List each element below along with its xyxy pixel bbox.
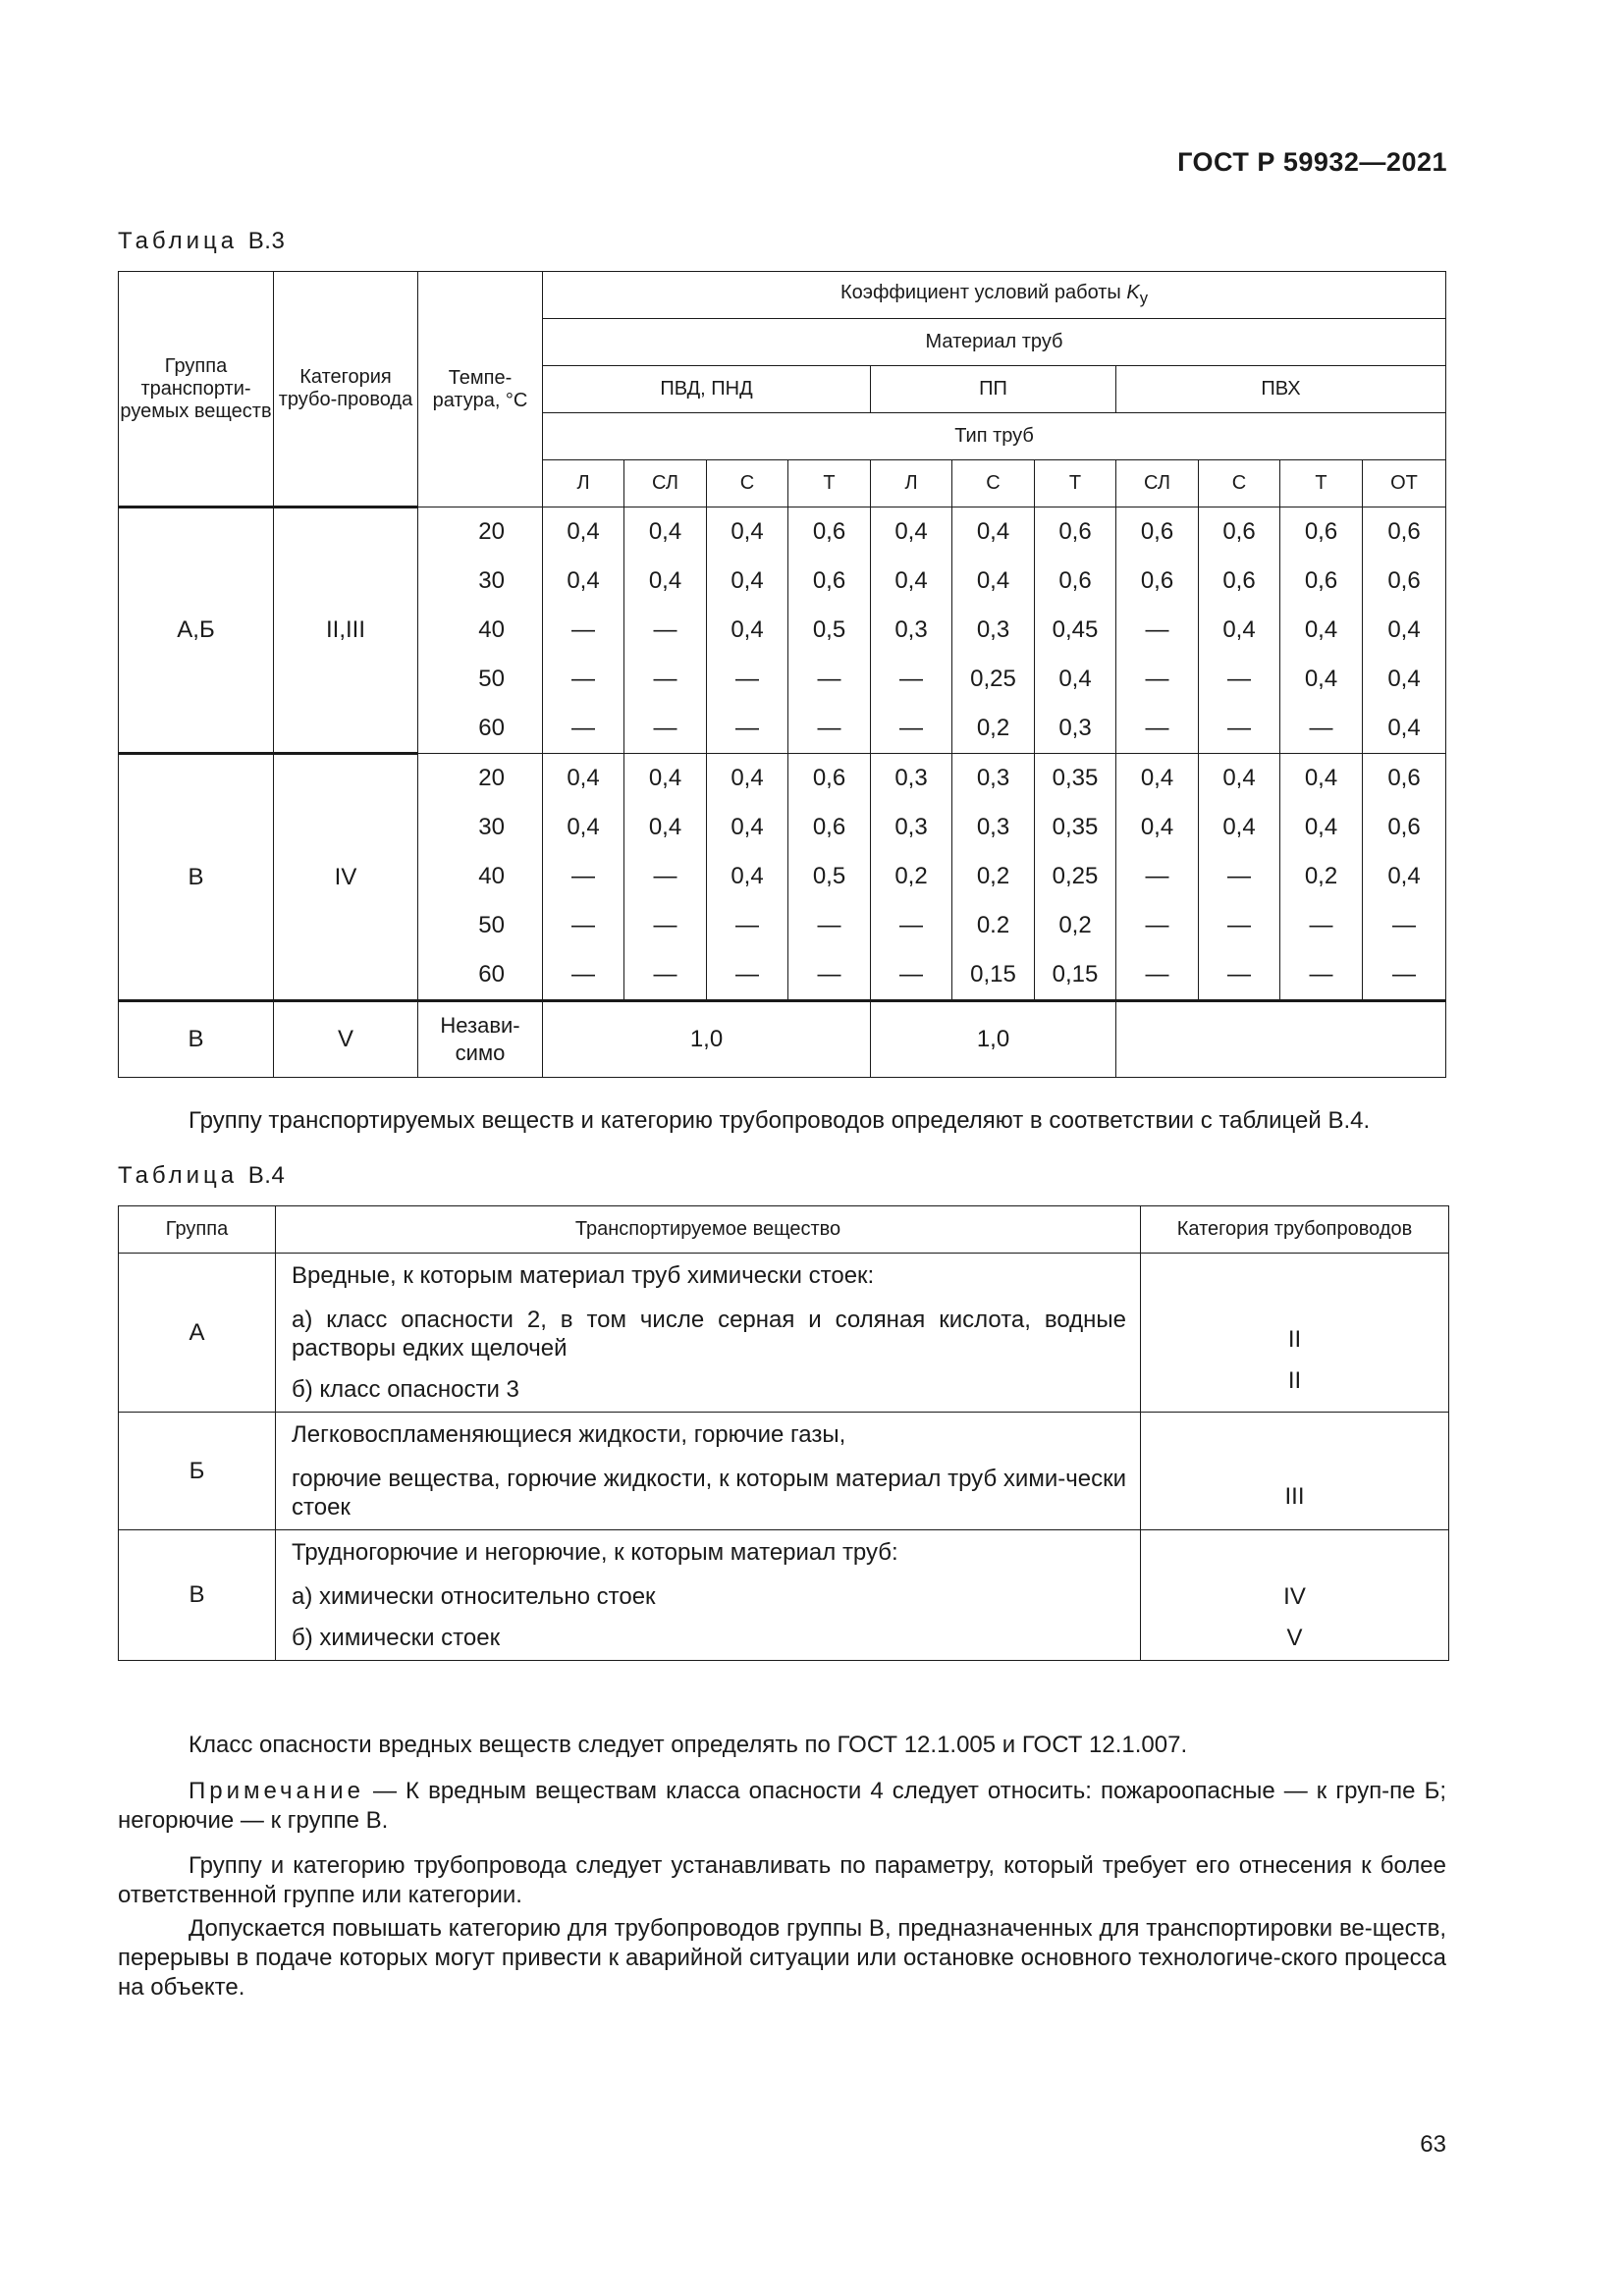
b3-value-cell: — xyxy=(543,901,624,950)
b3-value-cell: — xyxy=(1116,606,1199,655)
b3-value-cell: — xyxy=(1280,950,1363,1001)
b3-value-cell: 0,2 xyxy=(871,852,952,901)
b3-value-cell: — xyxy=(707,655,788,704)
b4-group-cell: А xyxy=(119,1254,276,1413)
b3-value-cell: 0,5 xyxy=(788,852,871,901)
b4-substance-line: б) химически стоек xyxy=(292,1625,501,1651)
b3-last-row xyxy=(119,1001,1446,1078)
b4-body xyxy=(119,1254,1449,1661)
b3-value-cell: — xyxy=(624,950,707,1001)
b3-value-cell: — xyxy=(871,704,952,754)
b3-value-cell: — xyxy=(543,704,624,754)
b3-value-cell: 0,4 xyxy=(871,557,952,606)
b3-value-cell: — xyxy=(624,704,707,754)
b3-body xyxy=(119,507,1446,1001)
b3-value-cell: 0,3 xyxy=(871,803,952,852)
b3-material-pvh: ПВХ xyxy=(1116,366,1446,413)
b3-value-cell: 0,35 xyxy=(1035,754,1116,804)
b3-value-cell: 0,4 xyxy=(1363,606,1446,655)
para-hazard-class: Класс опасности вредных веществ следует определять по ГОСТ 12.1.005 и ГОСТ 12.1.007. xyxy=(189,1732,1188,1758)
b3-value-cell: — xyxy=(871,950,952,1001)
b3-temperature-cell: 30 xyxy=(418,803,543,852)
b3-value-cell: 0,25 xyxy=(1035,852,1116,901)
b3-value-cell: — xyxy=(1280,901,1363,950)
b3-value-cell: 0,6 xyxy=(1035,507,1116,558)
b4-substance-cell xyxy=(276,1413,1141,1530)
b3-temperature-cell: 50 xyxy=(418,901,543,950)
table-b3-caption xyxy=(118,228,285,255)
b4-head-category: Категория трубопроводов xyxy=(1141,1206,1449,1254)
b3-value-cell: — xyxy=(1116,901,1199,950)
b3-value-cell: 0,2 xyxy=(1280,852,1363,901)
b3-last-group: В xyxy=(119,1001,274,1078)
b3-category-cell: II,III xyxy=(274,507,418,754)
b4-category-value: II xyxy=(1287,1367,1302,1394)
b3-value-cell: 0,4 xyxy=(1280,803,1363,852)
b3-value-cell: 0,4 xyxy=(1199,754,1280,804)
b3-group-cell: А,Б xyxy=(119,507,274,754)
b3-value-cell: 0,2 xyxy=(952,704,1035,754)
b3-value-cell: 0,4 xyxy=(624,507,707,558)
b3-value-cell: — xyxy=(543,606,624,655)
b3-temperature-cell: 50 xyxy=(418,655,543,704)
b4-substance-line: б) класс опасности 3 xyxy=(292,1376,519,1403)
b3-value-cell: 0,6 xyxy=(1363,754,1446,804)
b3-value-cell: 0,4 xyxy=(707,852,788,901)
b4-head-group: Группа xyxy=(119,1206,276,1254)
b3-value-cell: — xyxy=(788,901,871,950)
b3-temperature-cell: 40 xyxy=(418,852,543,901)
b3-value-cell: 0,3 xyxy=(952,606,1035,655)
para-after-b3: Группу транспортируемых веществ и категорию трубопроводов определяют в соответствии с таблицей В.4. xyxy=(189,1107,1371,1134)
b3-value-cell: 0,6 xyxy=(1199,557,1280,606)
note-paragraph xyxy=(118,1777,1446,1836)
b3-value-cell: 0,4 xyxy=(707,557,788,606)
b3-head-coefficient xyxy=(543,272,1446,319)
b3-temperature-cell: 20 xyxy=(418,507,543,558)
b3-value-cell: 0,4 xyxy=(952,507,1035,558)
b4-category-cell xyxy=(1141,1254,1449,1413)
b3-value-cell: 0,3 xyxy=(1035,704,1116,754)
b3-type-cell: С xyxy=(952,460,1035,507)
b3-value-cell: — xyxy=(1199,704,1280,754)
note-text: — К вредным веществам класса опасности 4 следует относить: пожароопасные — к груп-пе Б; негорючие — к группе В. xyxy=(118,1778,1446,1834)
b4-group-cell: В xyxy=(119,1530,276,1661)
b3-type-cell: СЛ xyxy=(1116,460,1199,507)
b4-category-value xyxy=(1141,1420,1448,1452)
b4-group-cell: Б xyxy=(119,1413,276,1530)
b3-value-cell: 0,4 xyxy=(707,507,788,558)
b3-category-cell: IV xyxy=(274,754,418,1001)
b4-row xyxy=(119,1413,1449,1530)
b3-value-cell: 0,4 xyxy=(707,803,788,852)
b3-value-cell: — xyxy=(1280,704,1363,754)
b3-head-group: Группа транспорти-руемых веществ xyxy=(119,272,274,507)
b3-value-cell: 0,35 xyxy=(1035,803,1116,852)
b3-value-cell: 0,15 xyxy=(952,950,1035,1001)
b3-value-cell: 0,6 xyxy=(1280,507,1363,558)
b3-type-cell: Л xyxy=(543,460,624,507)
b3-value-cell: 0,3 xyxy=(871,606,952,655)
b4-substance-cell xyxy=(276,1254,1141,1413)
b3-material-pvd: ПВД, ПНД xyxy=(543,366,871,413)
b3-value-cell: 0,3 xyxy=(871,754,952,804)
b3-last-category: V xyxy=(274,1001,418,1078)
b4-substance-cell xyxy=(276,1530,1141,1661)
b3-value-cell: 0,4 xyxy=(1116,754,1199,804)
b3-type-cell: С xyxy=(707,460,788,507)
b3-value-cell: 0,4 xyxy=(1363,704,1446,754)
b3-type-cell: ОТ xyxy=(1363,460,1446,507)
b3-value-cell: 0,4 xyxy=(543,754,624,804)
b3-head-pipe-type: Тип труб xyxy=(543,413,1446,460)
b3-value-cell: — xyxy=(1116,704,1199,754)
b3-value-cell: 0,4 xyxy=(1280,655,1363,704)
table-b4 xyxy=(118,1205,1449,1661)
b3-head-material: Материал труб xyxy=(543,319,1446,366)
b3-value-cell: 0,6 xyxy=(1116,507,1199,558)
b4-header-row xyxy=(119,1206,1449,1254)
b3-value-cell: 0,4 xyxy=(624,557,707,606)
b4-category-cell xyxy=(1141,1530,1449,1661)
b3-value-cell: 0,4 xyxy=(707,606,788,655)
b3-value-cell: — xyxy=(624,655,707,704)
b3-coef-text: Коэффициент условий работы xyxy=(839,281,1127,303)
b4-head-substance: Транспортируемое вещество xyxy=(276,1206,1141,1254)
note-word: Примечание xyxy=(189,1778,364,1804)
b3-head-category: Категория трубо-провода xyxy=(274,272,418,507)
b4-category-value: IV xyxy=(1283,1583,1306,1610)
b3-value-cell: — xyxy=(871,655,952,704)
b3-type-cell: С xyxy=(1199,460,1280,507)
b3-value-cell: — xyxy=(543,655,624,704)
b3-value-cell: — xyxy=(1363,901,1446,950)
b3-value-cell: 0,45 xyxy=(1035,606,1116,655)
b3-temperature-cell: 60 xyxy=(418,950,543,1001)
b3-type-cell: Л xyxy=(871,460,952,507)
b3-last-pvd: 1,0 xyxy=(543,1001,871,1078)
table-b4-caption-num: В.4 xyxy=(247,1162,286,1189)
para-allow-raise: Допускается повышать категорию для трубопроводов группы В, предназначенных для транспортировки ве-ществ, перерывы в подаче которых могут привести к аварийной ситуации или остановке основного технологиче-ского процесса на объекте. xyxy=(118,1915,1446,2001)
b3-value-cell: — xyxy=(1199,901,1280,950)
b3-value-cell: 0,6 xyxy=(788,803,871,852)
b3-value-cell: 0,15 xyxy=(1035,950,1116,1001)
b3-value-cell: 0,4 xyxy=(1035,655,1116,704)
b3-last-pvh xyxy=(1116,1001,1446,1078)
b4-substance-line: Трудногорючие и негорючие, к которым материал труб: xyxy=(292,1539,898,1566)
b3-value-cell: 0,4 xyxy=(1280,754,1363,804)
table-b3 xyxy=(118,271,1446,1078)
table-b3-caption-num: В.3 xyxy=(247,228,286,254)
b3-data-row xyxy=(119,507,1446,558)
b3-value-cell: 0,4 xyxy=(1116,803,1199,852)
b4-substance-line: горючие вещества, горючие жидкости, к которым материал труб хими-чески стоек xyxy=(292,1466,1126,1521)
b3-value-cell: 0,5 xyxy=(788,606,871,655)
b3-value-cell: 0,4 xyxy=(1199,606,1280,655)
b3-value-cell: 0,6 xyxy=(788,754,871,804)
b3-type-cell: Т xyxy=(1035,460,1116,507)
b3-type-cell: Т xyxy=(1280,460,1363,507)
b4-category-cell xyxy=(1141,1413,1449,1530)
b3-value-cell: 0,4 xyxy=(952,557,1035,606)
b3-temperature-cell: 60 xyxy=(418,704,543,754)
b3-value-cell: — xyxy=(707,950,788,1001)
b3-value-cell: 0,4 xyxy=(543,803,624,852)
b3-value-cell: — xyxy=(788,704,871,754)
b3-value-cell: — xyxy=(1116,852,1199,901)
b4-category-value xyxy=(1141,1261,1448,1293)
b3-material-pp: ПП xyxy=(871,366,1116,413)
b3-value-cell: — xyxy=(1199,852,1280,901)
b3-value-cell: — xyxy=(543,852,624,901)
b4-substance-line: а) класс опасности 2, в том числе серная и соляная кислота, водные растворы едких щелочей xyxy=(292,1307,1126,1362)
b3-value-cell: — xyxy=(1199,655,1280,704)
b4-category-value: III xyxy=(1284,1483,1305,1510)
b3-value-cell: 0,2 xyxy=(952,852,1035,901)
b3-value-cell: 0,3 xyxy=(952,803,1035,852)
table-b4-caption xyxy=(118,1162,285,1190)
b3-value-cell: — xyxy=(1199,950,1280,1001)
b3-temperature-cell: 20 xyxy=(418,754,543,804)
b3-value-cell: — xyxy=(707,901,788,950)
b3-temperature-cell: 40 xyxy=(418,606,543,655)
b3-value-cell: 0,6 xyxy=(788,557,871,606)
b3-value-cell: 0,6 xyxy=(1035,557,1116,606)
table-b3-caption-word: Таблица xyxy=(118,228,239,254)
b3-value-cell: — xyxy=(624,606,707,655)
b3-value-cell: 0,4 xyxy=(543,557,624,606)
b3-value-cell: 0.2 xyxy=(952,901,1035,950)
b3-value-cell: — xyxy=(543,950,624,1001)
b3-value-cell: 0,4 xyxy=(624,803,707,852)
b3-last-temperature: Незави-симо xyxy=(418,1001,543,1078)
b3-value-cell: — xyxy=(707,704,788,754)
b3-value-cell: 0,6 xyxy=(1363,507,1446,558)
b3-value-cell: 0,2 xyxy=(1035,901,1116,950)
b3-value-cell: 0,4 xyxy=(1199,803,1280,852)
table-b4-caption-word: Таблица xyxy=(118,1162,239,1189)
para-group-category: Группу и категорию трубопровода следует устанавливать по параметру, который требует его отнесения к более ответственной группе или категории. xyxy=(118,1852,1446,1908)
b3-value-cell: 0,4 xyxy=(1363,852,1446,901)
b3-type-cell: Т xyxy=(788,460,871,507)
b3-value-cell: 0,4 xyxy=(1363,655,1446,704)
b3-type-cell: СЛ xyxy=(624,460,707,507)
b4-category-value: V xyxy=(1286,1625,1303,1651)
b3-value-cell: — xyxy=(788,950,871,1001)
b3-value-cell: — xyxy=(1363,950,1446,1001)
b4-substance-line: Вредные, к которым материал труб химически стоек: xyxy=(292,1262,875,1289)
b3-value-cell: — xyxy=(1116,950,1199,1001)
b3-value-cell: 0,6 xyxy=(1363,803,1446,852)
b4-substance-line: а) химически относительно стоек xyxy=(292,1583,656,1610)
b3-coef-sub: у xyxy=(1139,288,1149,307)
b3-value-cell: — xyxy=(624,852,707,901)
document-code: ГОСТ Р 59932—2021 xyxy=(1177,147,1447,177)
b3-value-cell: 0,4 xyxy=(624,754,707,804)
b3-data-row xyxy=(119,754,1446,804)
b3-value-cell: 0,4 xyxy=(1280,606,1363,655)
b3-temperature-cell: 30 xyxy=(418,557,543,606)
b4-row xyxy=(119,1530,1449,1661)
page-number: 63 xyxy=(1420,2131,1446,2158)
b3-value-cell: 0,6 xyxy=(1280,557,1363,606)
b3-value-cell: 0,4 xyxy=(543,507,624,558)
b3-value-cell: 0,6 xyxy=(788,507,871,558)
b3-head-temperature: Темпе-ратура, °С xyxy=(418,272,543,507)
b4-category-value: II xyxy=(1287,1326,1302,1353)
b3-last-pp: 1,0 xyxy=(871,1001,1116,1078)
b3-value-cell: 0,4 xyxy=(707,754,788,804)
b3-value-cell: — xyxy=(788,655,871,704)
b3-value-cell: 0,6 xyxy=(1363,557,1446,606)
b3-value-cell: 0,6 xyxy=(1116,557,1199,606)
b4-category-value xyxy=(1141,1538,1448,1570)
b3-value-cell: — xyxy=(871,901,952,950)
b4-substance-line: Легковоспламеняющиеся жидкости, горючие газы, xyxy=(292,1421,846,1448)
b3-value-cell: 0,6 xyxy=(1199,507,1280,558)
b3-value-cell: 0,3 xyxy=(952,754,1035,804)
b3-value-cell: — xyxy=(624,901,707,950)
b3-value-cell: — xyxy=(1116,655,1199,704)
b4-row xyxy=(119,1254,1449,1413)
b3-coef-symbol: K xyxy=(1126,281,1140,303)
b3-value-cell: 0,25 xyxy=(952,655,1035,704)
b3-value-cell: 0,4 xyxy=(871,507,952,558)
b3-group-cell: В xyxy=(119,754,274,1001)
